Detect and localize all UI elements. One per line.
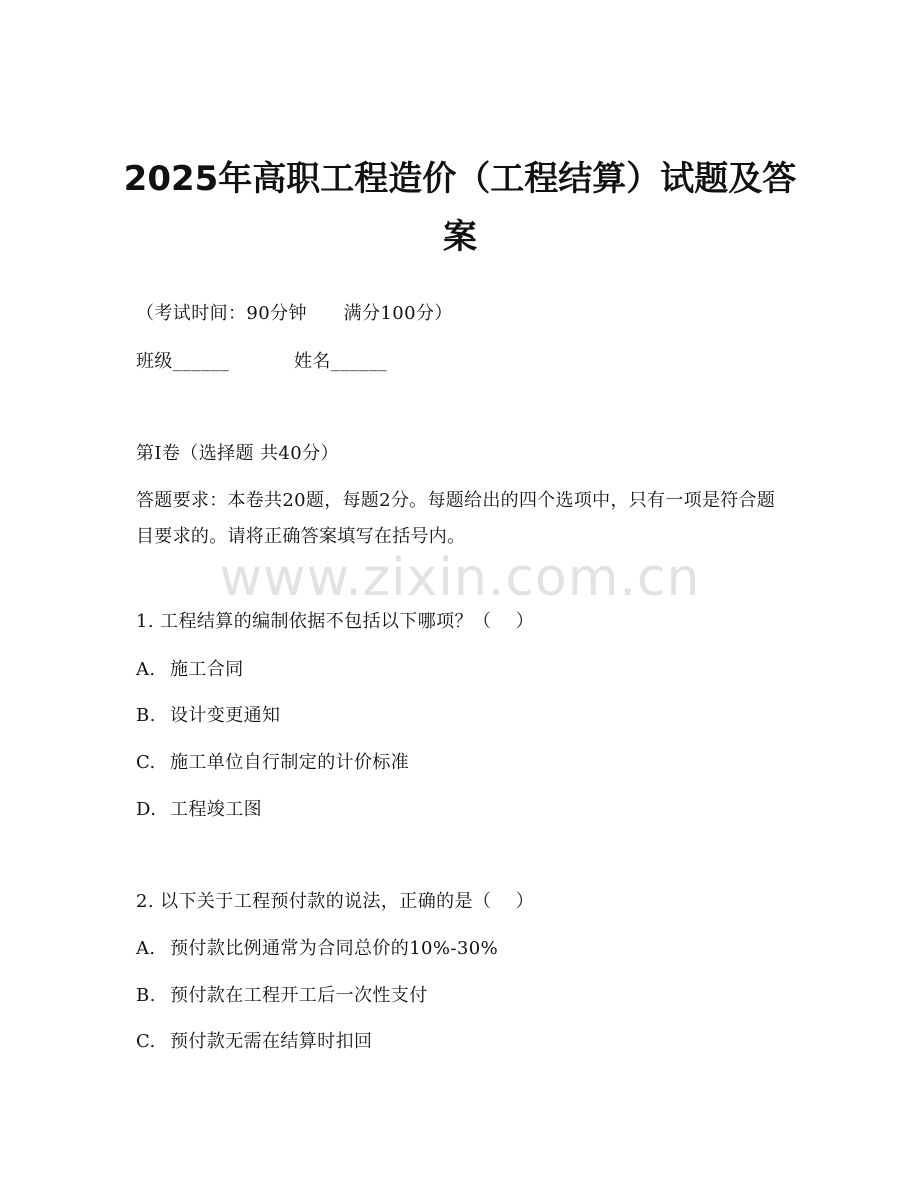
option-text: 预付款在工程开工后一次性支付 bbox=[170, 985, 428, 1006]
option-letter: A. bbox=[136, 659, 156, 680]
option-text: 施工合同 bbox=[170, 659, 244, 680]
question-2-option-b bbox=[136, 984, 428, 1008]
question-1-option-b bbox=[136, 704, 280, 728]
class-field: 班级______ bbox=[136, 351, 230, 372]
option-text: 施工单位自行制定的计价标准 bbox=[170, 752, 410, 773]
instructions: 答题要求：本卷共20题，每题2分。每题给出的四个选项中，只有一项是符合题目要求的。请将正确答案填写在括号内。 bbox=[136, 490, 776, 547]
question-2-stem: 2. 以下关于工程预付款的说法，正确的是（ ） bbox=[136, 891, 535, 912]
option-text: 设计变更通知 bbox=[170, 705, 281, 726]
option-letter: C. bbox=[136, 1031, 156, 1052]
name-field: 姓名______ bbox=[294, 351, 388, 372]
option-letter: D. bbox=[136, 799, 157, 820]
option-letter: C. bbox=[136, 752, 156, 773]
option-letter: B. bbox=[136, 985, 156, 1006]
question-2-option-a bbox=[136, 937, 498, 961]
option-text: 预付款无需在结算时扣回 bbox=[170, 1031, 373, 1052]
section-heading: 第I卷（选择题 共40分） bbox=[136, 443, 339, 464]
watermark: www.zixin.com.cn bbox=[219, 548, 701, 608]
exam-info: （考试时间：90分钟 满分100分） bbox=[136, 303, 453, 324]
question-1-stem: 1. 工程结算的编制依据不包括以下哪项？（ ） bbox=[136, 611, 535, 632]
option-letter: B. bbox=[136, 705, 156, 726]
option-text: 预付款比例通常为合同总价的10%-30% bbox=[170, 938, 499, 959]
option-letter: A. bbox=[136, 938, 156, 959]
question-2-option-c bbox=[136, 1030, 372, 1054]
option-text: 工程竣工图 bbox=[170, 799, 262, 820]
question-1-option-a bbox=[136, 658, 244, 682]
question-1-option-d bbox=[136, 798, 262, 822]
question-1-option-c bbox=[136, 751, 409, 775]
document-title: 2025年高职工程造价（工程结算）试题及答案 bbox=[123, 159, 797, 257]
